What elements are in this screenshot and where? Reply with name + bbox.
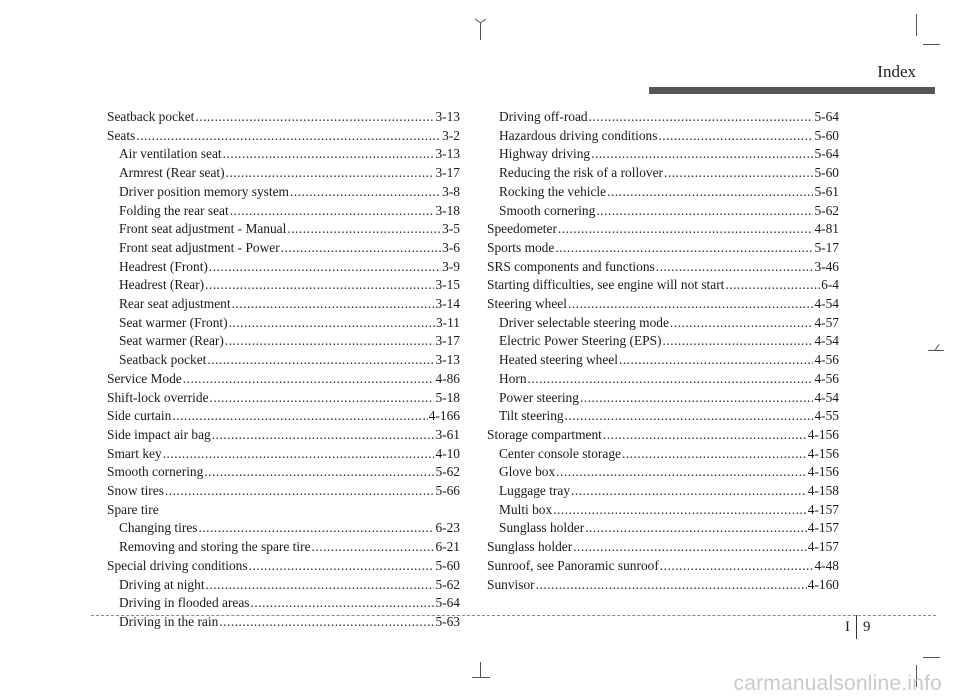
index-entry-label: Seatback pocket (119, 352, 207, 368)
index-entry-label: Seat warmer (Rear) (119, 333, 224, 349)
index-entry (107, 295, 460, 314)
index-entry-page: 4-48 (814, 557, 839, 573)
index-entry-page: 4-157 (807, 501, 839, 517)
index-entry-page: 4-10 (435, 445, 460, 461)
index-entry-leader-dots (210, 389, 435, 408)
index-entry (107, 557, 460, 576)
index-entry (487, 426, 839, 445)
footer-page-number (845, 615, 871, 639)
index-entry (107, 202, 460, 221)
index-entry-leader-dots (656, 258, 814, 277)
index-entry-page: 3-13 (435, 109, 460, 124)
index-entry-label: Seatback pocket (107, 109, 195, 124)
index-entry-leader-dots (589, 108, 814, 127)
index-entry-leader-dots (573, 538, 807, 557)
index-entry (487, 108, 839, 127)
index-entry-label: Service Mode (107, 370, 182, 386)
index-entry (107, 183, 460, 202)
index-entry-label: Removing and storing the spare tire (119, 539, 311, 555)
crop-mark-bottom-center-vertical (480, 662, 481, 678)
index-entry (487, 239, 839, 258)
index-entry-leader-dots (663, 332, 814, 351)
index-entry (487, 276, 839, 295)
index-entry-page: 4-54 (814, 389, 839, 405)
index-entry-leader-dots (225, 332, 435, 351)
index-entry-leader-dots (205, 276, 434, 295)
index-entry-label: Armrest (Rear seat) (119, 165, 225, 181)
index-entry-leader-dots (556, 463, 807, 482)
index-entry-leader-dots (580, 389, 814, 408)
index-entry-label: Tilt steering (499, 408, 564, 424)
index-entry-leader-dots (172, 407, 427, 426)
index-entry-page: 3-13 (435, 352, 460, 368)
index-entry-label: Seats (107, 127, 136, 143)
index-entry-label: Side impact air bag (107, 426, 211, 442)
crop-mark-top-center-vertical (480, 22, 481, 40)
index-entry-leader-dots (287, 220, 441, 239)
index-entry-leader-dots (198, 519, 434, 538)
index-entry-leader-dots (558, 220, 814, 239)
index-entry-page: 5-17 (814, 239, 839, 255)
index-entry-label: SRS components and functions (487, 258, 655, 274)
index-entry-page: 3-17 (435, 333, 460, 349)
index-entry-page: 6-23 (435, 520, 460, 536)
index-entry-leader-dots (571, 482, 807, 501)
index-entry (487, 519, 839, 538)
index-entry-page: 3-6 (442, 239, 460, 255)
index-entry-label: Luggage tray (499, 483, 571, 499)
index-entry-leader-dots (209, 258, 441, 277)
index-entry-leader-dots (226, 164, 435, 183)
index-entry (487, 445, 839, 464)
index-entry-page: 4-56 (814, 352, 839, 368)
index-entry-page: 6-4 (821, 277, 839, 293)
index-entry-page: 6-21 (435, 539, 460, 555)
index-entry-page: 5-61 (814, 183, 839, 199)
index-entry-label: Rocking the vehicle (499, 183, 607, 199)
index-entry-label: Seat warmer (Front) (119, 314, 228, 330)
index-entry-page: 4-55 (814, 408, 839, 424)
index-entry-leader-dots (619, 351, 813, 370)
index-entry-leader-dots (622, 445, 807, 464)
index-entry-page: 5-62 (814, 202, 839, 218)
index-entry-label: Steering wheel (487, 296, 567, 312)
index-entry-page: 5-64 (814, 146, 839, 162)
index-entry-leader-dots (536, 576, 807, 595)
index-entry (107, 127, 460, 146)
index-entry (107, 389, 460, 408)
index-entry-label: Driving at night (119, 576, 205, 592)
index-entry-label: Changing tires (119, 520, 198, 536)
index-entry-label: Air ventilation seat (119, 146, 222, 162)
index-entry (487, 482, 839, 501)
index-entry-label: Smooth cornering (107, 464, 204, 480)
index-entry (107, 370, 460, 389)
index-entry-leader-dots (670, 314, 814, 333)
index-entry-label: Driving in flooded areas (119, 595, 250, 611)
index-entry-page: 4-157 (807, 520, 839, 536)
index-entry-leader-dots (163, 445, 435, 464)
crop-mark-top-right-vertical (916, 14, 917, 36)
index-entry-label: Front seat adjustment - Power (119, 239, 280, 255)
index-entry (487, 258, 839, 277)
index-entry-leader-dots (596, 202, 813, 221)
index-entry (487, 295, 839, 314)
index-entry-leader-dots (249, 557, 435, 576)
index-entry (107, 258, 460, 277)
index-entry-page: 4-56 (814, 370, 839, 386)
index-entry-leader-dots (528, 370, 814, 389)
index-entry-label: Smooth cornering (499, 202, 596, 218)
index-entry (107, 463, 460, 482)
index-entry-label: Folding the rear seat (119, 202, 229, 218)
index-entry-label: Sports mode (487, 239, 555, 255)
index-entry (487, 127, 839, 146)
index-entry-label: Spare tire (107, 501, 159, 517)
index-entry (107, 538, 460, 557)
index-entry-label: Sunroof, see Panoramic sunroof (487, 557, 659, 573)
index-entry-leader-dots (230, 202, 435, 221)
crop-mark-right-middle-horizontal (928, 350, 944, 351)
index-entry-page: 5-62 (435, 576, 460, 592)
crop-mark-bottom-center-horizontal (472, 677, 490, 678)
index-entry (487, 202, 839, 221)
index-entry (107, 445, 460, 464)
index-entry-page: 5-63 (435, 613, 460, 629)
index-entry (107, 482, 460, 501)
index-entry (107, 594, 460, 613)
crop-mark-top-center-left-tick (475, 19, 480, 23)
index-entry-page: 3-8 (442, 183, 460, 199)
index-entry-leader-dots (658, 127, 813, 146)
index-entry-leader-dots (585, 519, 807, 538)
index-entry-page: 3-5 (442, 221, 460, 237)
index-entry (107, 351, 460, 370)
index-entry-label: Multi box (499, 501, 553, 517)
index-entry-page: 4-166 (428, 408, 460, 424)
index-entry (107, 239, 460, 258)
index-entry-label: Side curtain (107, 408, 172, 424)
footer-section-letter: I (845, 618, 850, 635)
index-entry (487, 576, 839, 595)
watermark-text: carmanualsonline.info (733, 672, 942, 695)
index-entry-page: 3-61 (435, 426, 460, 442)
index-entry-label: Sunglass holder (499, 520, 585, 536)
index-entry (487, 220, 839, 239)
footer-dashed-rule (91, 615, 936, 616)
crop-mark-top-right-horizontal (923, 44, 940, 45)
index-entry-page: 3-17 (435, 165, 460, 181)
index-entry-leader-dots (229, 314, 435, 333)
index-entry-page: 5-64 (435, 595, 460, 611)
index-entry-label: Sunglass holder (487, 539, 573, 555)
index-entry-leader-dots (312, 538, 435, 557)
index-entry-page: 4-86 (435, 370, 460, 386)
index-entry-page: 3-15 (435, 277, 460, 293)
index-entry (487, 407, 839, 426)
index-entry-leader-dots (251, 594, 435, 613)
index-entry-label: Electric Power Steering (EPS) (499, 333, 662, 349)
index-entry-label: Center console storage (499, 445, 621, 461)
index-entry (107, 426, 460, 445)
index-entry-leader-dots (207, 351, 434, 370)
index-entry-page: 3-14 (435, 296, 460, 312)
index-entry-page: 3-2 (442, 127, 460, 143)
index-entry (107, 276, 460, 295)
index-entry (107, 108, 460, 127)
header-rule-bar (649, 87, 935, 94)
index-entry-label: Reducing the risk of a rollover (499, 165, 663, 181)
index-entry-page: 4-156 (807, 426, 839, 442)
index-entry (107, 519, 460, 538)
index-entry-label: Shift-lock override (107, 389, 209, 405)
index-column-right (487, 108, 839, 594)
index-entry-label: Headrest (Rear) (119, 277, 205, 293)
index-entry (487, 183, 839, 202)
index-entry-leader-dots (204, 463, 434, 482)
index-entry-leader-dots (725, 276, 820, 295)
index-entry-label: Glove box (499, 464, 556, 480)
index-entry-label: Hazardous driving conditions (499, 127, 658, 143)
index-entry-page: 4-57 (814, 314, 839, 330)
index-entry-leader-dots (290, 183, 441, 202)
index-entry-leader-dots (183, 370, 435, 389)
index-entry-label: Heated steering wheel (499, 352, 618, 368)
index-entry-page: 5-60 (814, 127, 839, 143)
index-entry-page: 5-62 (435, 464, 460, 480)
index-entry (107, 501, 460, 520)
index-entry (487, 501, 839, 520)
index-entry-leader-dots (568, 295, 814, 314)
crop-mark-top-center-right-tick (481, 19, 486, 23)
index-entry-page: 4-54 (814, 296, 839, 312)
index-entry-page: 3-9 (442, 258, 460, 274)
index-entry-label: Storage compartment (487, 426, 602, 442)
index-entry-label: Driving off-road (499, 109, 588, 124)
index-entry-page: 3-11 (435, 314, 460, 330)
footer-separator (856, 615, 857, 639)
footer-page-digit: 9 (863, 618, 871, 635)
index-entry-page: 4-156 (807, 464, 839, 480)
index-entry-page: 5-60 (814, 165, 839, 181)
index-entry-page: 5-18 (435, 389, 460, 405)
index-entry-leader-dots (660, 557, 814, 576)
index-entry-page: 4-160 (807, 576, 839, 592)
index-entry-label: Highway driving (499, 146, 591, 162)
index-entry-leader-dots (165, 482, 435, 501)
index-entry-leader-dots (664, 164, 813, 183)
index-entry-leader-dots (553, 501, 807, 520)
index-entry-label: Driver selectable steering mode (499, 314, 669, 330)
index-entry (487, 557, 839, 576)
index-entry-leader-dots (281, 239, 441, 258)
index-entry-leader-dots (223, 145, 435, 164)
index-entry-page: 3-46 (814, 258, 839, 274)
index-entry (107, 220, 460, 239)
index-entry-label: Smart key (107, 445, 162, 461)
index-entry-label: Snow tires (107, 483, 164, 499)
index-entry (107, 576, 460, 595)
index-entry-page: 4-157 (807, 539, 839, 555)
index-entry-page: 5-66 (435, 483, 460, 499)
index-entry-leader-dots (591, 145, 813, 164)
index-entry-label: Horn (499, 370, 527, 386)
index-entry (487, 370, 839, 389)
index-entry-label: Starting difficulties, see engine will not start (487, 277, 725, 293)
index-column-left (107, 108, 460, 632)
index-entry (107, 164, 460, 183)
index-entry-label: Driver position memory system (119, 183, 289, 199)
index-entry-page: 3-18 (435, 202, 460, 218)
index-entry-leader-dots (195, 108, 434, 127)
index-entry-leader-dots (232, 295, 435, 314)
index-entry-label: Sunvisor (487, 576, 535, 592)
index-entry-label: Front seat adjustment - Manual (119, 221, 287, 237)
index-entry (487, 145, 839, 164)
index-entry-leader-dots (565, 407, 814, 426)
index-entry-leader-dots (212, 426, 435, 445)
index-entry-leader-dots (555, 239, 813, 258)
index-entry (107, 407, 460, 426)
index-entry (107, 145, 460, 164)
index-entry-label: Rear seat adjustment (119, 296, 231, 312)
index-entry-label: Headrest (Front) (119, 258, 208, 274)
page-header-title: Index (877, 62, 916, 81)
index-entry-page: 5-64 (814, 109, 839, 124)
index-entry-page: 3-13 (435, 146, 460, 162)
crop-mark-bottom-right-horizontal (923, 657, 940, 658)
index-entry-leader-dots (603, 426, 807, 445)
index-entry-label: Speedometer (487, 221, 557, 237)
index-entry-leader-dots (136, 127, 441, 146)
index-entry-label: Special driving conditions (107, 557, 248, 573)
index-entry (107, 314, 460, 333)
index-entry (487, 164, 839, 183)
index-entry-page: 4-81 (814, 221, 839, 237)
index-entry-page: 4-54 (814, 333, 839, 349)
index-entry-leader-dots (206, 576, 435, 595)
index-entry (107, 332, 460, 351)
index-entry (487, 351, 839, 370)
index-entry-page: 4-158 (807, 483, 839, 499)
index-entry (487, 332, 839, 351)
index-entry-page: 5-60 (435, 557, 460, 573)
index-entry (487, 314, 839, 333)
index-entry-page: 4-156 (807, 445, 839, 461)
index-entry-label: Driving in the rain (119, 613, 219, 629)
index-entry (487, 538, 839, 557)
index-entry (487, 463, 839, 482)
index-entry (487, 389, 839, 408)
index-entry-leader-dots (607, 183, 813, 202)
index-entry-label: Power steering (499, 389, 579, 405)
